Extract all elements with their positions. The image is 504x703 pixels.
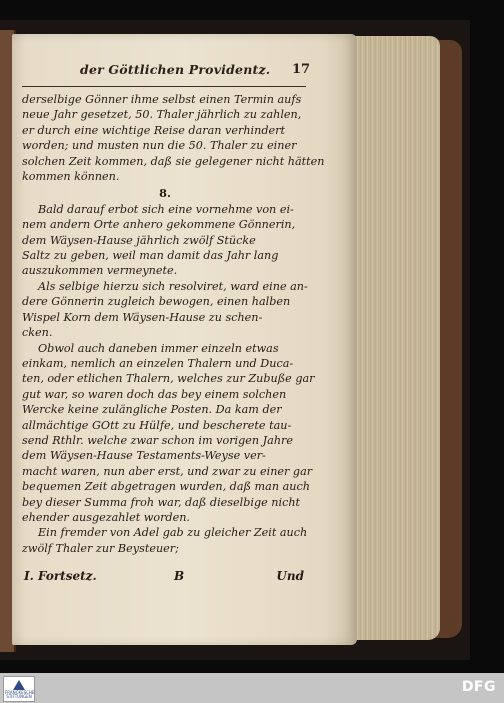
viewer-footer-bar [0,673,504,703]
header-rule [22,86,306,87]
text-line: derselbige Gönner ihme selbst einen Termin aufs [22,93,302,106]
catchword: Und [276,569,304,583]
text-line: Bald darauf erbot sich eine vornehme von ei- [38,202,294,216]
text-line: Saltz zu geben, weil man damit das Jahr lang [22,249,279,263]
signature-mark: I. Fortsetz. [24,569,97,583]
text-line: nem andern Orte anhero gekommene Gönnerin, [22,218,296,232]
text-line: ehender ausgezahlet worden. [22,510,190,524]
text-line: Wercke keine zulängliche Posten. Da kam der [22,403,282,417]
text-line: macht waren, nun aber erst, und zwar zu einer gar [22,464,313,478]
text-line: allmächtige GOtt zu Hülfe, und bescherete tau- [22,418,292,432]
text-line: Obwol auch daneben immer einzeln etwas [38,341,279,355]
text-line: Als selbige hierzu sich resolviret, ward eine an- [38,279,308,293]
text-line: einkam, nemlich an einzelen Thalern und Duca- [22,356,294,370]
text-line: solchen Zeit kommen, daß sie gelegener nicht hätten [22,154,325,168]
franckesche-stiftungen-logo[interactable] [3,676,35,702]
page-fore-edge [354,36,440,640]
dfg-logo[interactable]: DFG [461,679,496,695]
text-line: cken. [22,326,53,340]
page-text-block [22,92,325,556]
text-line: dere Gönnerin zugleich bewogen, einen halben [22,295,291,309]
gathering-letter: B [174,569,185,583]
text-line: gut war, so waren doch das bey einem solchen [22,387,287,401]
text-line: send Rthlr. welche zwar schon im vorigen Jahre [22,433,293,447]
text-line: bey dieser Summa froh war, daß dieselbige nicht [22,495,301,509]
section-number: 8. [159,186,171,201]
text-line: kommen können. [22,170,120,184]
text-line: Wispel Korn dem Wäysen-Hause zu schen- [22,310,263,324]
text-line: er durch eine wichtige Reise daran verhindert [22,123,285,137]
text-line: Ein fremder von Adel gab zu gleicher Zeit auch [38,526,308,540]
text-line: dem Wäysen-Hause Testaments-Weyse ver- [22,449,266,463]
text-line: ten, oder etlichen Thalern, welches zur Zubuße gar [22,372,315,386]
text-line: auszukommen vermeynete. [22,264,178,278]
logo-caption: FRANCKESCHE STIFTUNGEN [5,690,35,699]
page-number: 17 [292,62,311,77]
text-line: dem Wäysen-Hause jährlich zwölf Stücke [22,233,256,247]
running-title: der Göttlichen Providentz. [80,62,271,77]
text-line: neue Jahr gesetzet, 50. Thaler jährlich zu zahlen, [22,108,302,122]
text-line: worden; und musten nun die 50. Thaler zu einer [22,139,297,153]
text-line: bequemen Zeit abgetragen wurden, daß man auch [22,480,310,494]
logo-emblem-icon [13,680,25,690]
text-line: zwölf Thaler zur Beysteuer; [22,541,179,555]
